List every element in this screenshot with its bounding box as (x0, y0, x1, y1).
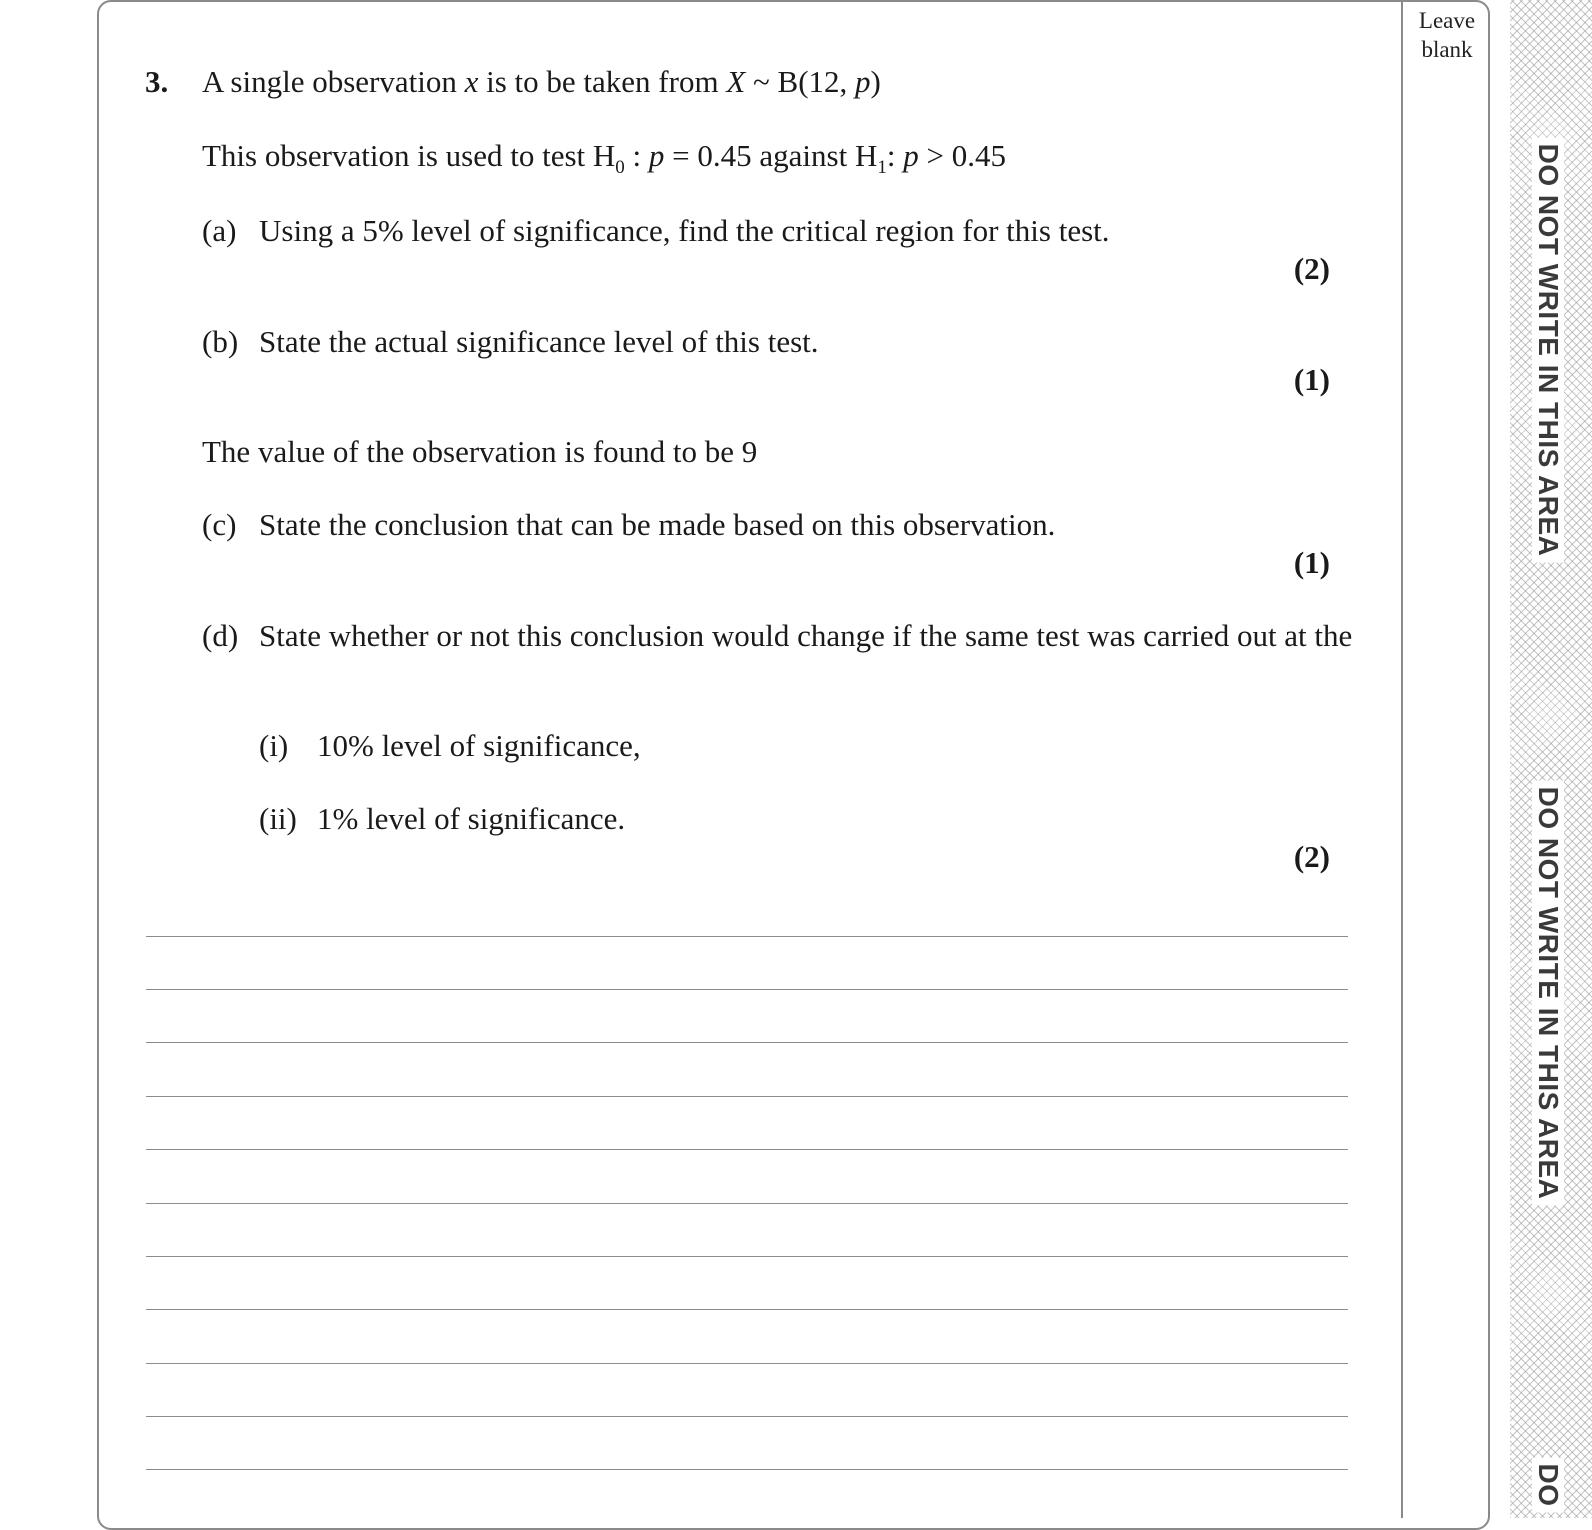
leave-blank-divider (1401, 0, 1403, 1518)
part-b-label: (b) (202, 324, 239, 359)
do-not-write-text: DO NOT WRITE IN THIS AREA (1532, 138, 1564, 563)
part-a-text: Using a 5% level of significance, find the critical region for this test. (259, 213, 1110, 248)
answer-line[interactable] (146, 1469, 1348, 1470)
answer-line[interactable] (146, 1363, 1348, 1364)
part-c-text: State the conclusion that can be made based on this observation. (259, 507, 1056, 542)
answer-line[interactable] (146, 1203, 1348, 1204)
part-d-text: State whether or not this conclusion would change if the same test was carried out at the (259, 618, 1353, 653)
part-a-label: (a) (202, 213, 237, 248)
answer-line[interactable] (146, 1149, 1348, 1150)
part-c-label: (c) (202, 507, 237, 542)
part-d-i-label: (i) (259, 728, 289, 763)
part-a-marks: (2) (1293, 251, 1330, 286)
part-d-marks: (2) (1293, 839, 1330, 874)
answer-line[interactable] (146, 1096, 1348, 1097)
answer-line[interactable] (146, 1042, 1348, 1043)
part-c-marks: (1) (1293, 545, 1330, 580)
part-d-ii-text: 1% level of significance. (317, 801, 626, 836)
hypothesis-statement: This observation is used to test $H_0$ : p = 0.45 against $H_1$: p > 0.45 (202, 138, 1006, 178)
part-d-i-text: 10% level of significance, (317, 728, 641, 763)
part-b-marks: (1) (1293, 362, 1330, 397)
part-d-ii-label: (ii) (259, 801, 297, 836)
part-d-label: (d) (202, 618, 239, 653)
answer-line[interactable] (146, 989, 1348, 990)
leave-blank-label: Leave blank (1418, 8, 1476, 62)
question-number: 3. (145, 64, 169, 99)
do-not-write-text: DO (1532, 1458, 1564, 1513)
answer-line[interactable] (146, 1256, 1348, 1257)
answer-line[interactable] (146, 1416, 1348, 1417)
part-b-text: State the actual significance level of this test. (259, 324, 819, 359)
answer-line[interactable] (146, 936, 1348, 937)
do-not-write-text: DO NOT WRITE IN THIS AREA (1532, 781, 1564, 1206)
question-intro: A single observation x is to be taken from X ~ B(12, p) (202, 64, 881, 99)
answer-line[interactable] (146, 1309, 1348, 1310)
observation-statement: The value of the observation is found to be 9 (202, 434, 758, 469)
